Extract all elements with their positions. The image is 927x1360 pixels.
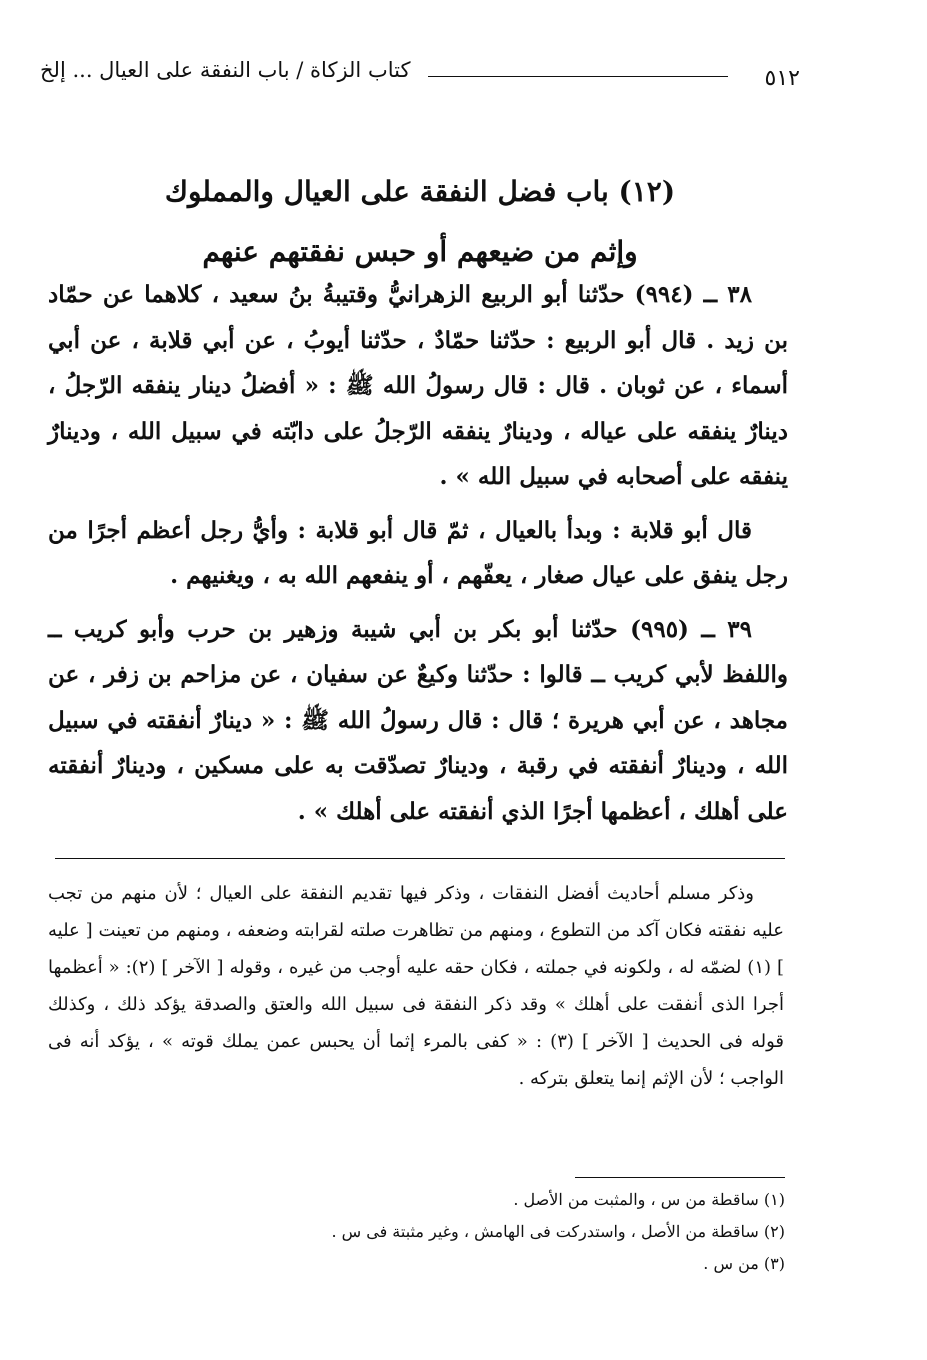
chapter-title-line-1: (١٢) باب فضل النفقة على العيال والمملوك bbox=[164, 175, 676, 208]
footnotes bbox=[135, 1184, 785, 1280]
footnote-item: (٣) من س . bbox=[703, 1254, 785, 1273]
footnote-item: (١) ساقطة من س ، والمثبت من الأصل . bbox=[513, 1190, 785, 1209]
running-header bbox=[40, 56, 800, 90]
hadith-paragraph bbox=[48, 272, 788, 500]
hadith-paragraph bbox=[48, 508, 788, 599]
section-divider bbox=[55, 858, 785, 859]
footnote-divider bbox=[575, 1177, 785, 1178]
footnote-item: (٢) ساقطة من الأصل ، واستدركت فى الهامش ، وغير مثبتة فى س . bbox=[331, 1222, 785, 1241]
header-rule bbox=[428, 76, 728, 77]
hadith-body: حدّثنا أبو الربيع الزهرانيُّ وقتيبةُ بنُ سعيد ، كلاهما عن حمّاد بن زيد . قال أبو الربيع : حدّثنا حمّادٌ ، حدّثنا أيوبُ ، عن أبي قلابة ، عن أبي أسماء ، عن ثوبان . قال : قال رسولُ الله ﷺ : « أفضلُ دينار ينفقه الرّجلُ ، دينارٌ ينفقه على عياله ، ودينارٌ ينفقه الرّجلُ على دابّته في سبيل الله ، ودينارٌ ينفقه على أصحابه في سبيل الله » . bbox=[48, 281, 788, 490]
commentary-block bbox=[48, 875, 784, 1097]
hadith-number: ٣٨ ــ (٩٩٤) bbox=[634, 281, 753, 308]
hadith-paragraph bbox=[48, 607, 788, 835]
hadith-body: حدّثنا أبو بكر بن أبي شيبة وزهير بن حرب وأبو كريب ــ واللفظ لأبي كريب ــ قالوا : حدّثنا وكيعٌ عن سفيان ، عن مزاحم بن زفر ، عن مجاهد ، عن أبي هريرة ؛ قال : قال رسولُ الله ﷺ : « دينارٌ أنفقته في سبيل الله ، ودينارٌ أنفقته في رقبة ، ودينارٌ تصدّقت به على مسكين ، ودينارٌ أنفقته على أهلك ، أعظمها أجرًا الذي أنفقته على أهلك » . bbox=[48, 615, 788, 825]
running-header-title: كتاب الزكاة / باب النفقة على العيال ... إلخ bbox=[40, 58, 411, 82]
chapter-title bbox=[60, 162, 780, 282]
chapter-title-line-2: وإثم من ضيعهم أو حبس نفقتهم عنهم bbox=[202, 235, 638, 268]
hadith-text bbox=[48, 272, 788, 842]
hadith-number: ٣٩ ــ (٩٩٥) bbox=[630, 615, 753, 643]
page-number: ٥١٢ bbox=[764, 66, 800, 91]
hadith-body: قال أبو قلابة : وبدأ بالعيال ، ثمّ قال أبو قلابة : وأيُّ رجل أعظم أجرًا من رجل ينفق على عيال صغار ، يعفّهم ، أو ينفعهم الله به ، ويغنيهم . bbox=[48, 516, 788, 589]
commentary-paragraph: وذكر مسلم أحاديث أفضل النفقات ، وذكر فيها تقديم النفقة على العيال ؛ لأن منهم من تجب عليه نفقته فكان آكد من التطوع ، ومنهم من تظاهرت صلته لقرابته وضعفه ، ومنهم من تعينت [ عليه ] (١) لضمّه له ، ولكونه في جملته ، فكان حقه عليه أوجب من غيره ، وقوله [ الآخر ] (٢): « أعظمها أجرا الذى أنفقت على أهلك » وقد ذكر النفقة فى سبيل الله والعتق والصدقة يؤكد ذلك ، وكذلك قوله فى الحديث [ الآخر ] (٣) : « كفى بالمرء إثما أن يحبس عمن يملك قوته » ، يؤكد أنه فى الواجب ؛ لأن الإثم إنما يتعلق بتركه . bbox=[48, 883, 785, 1089]
